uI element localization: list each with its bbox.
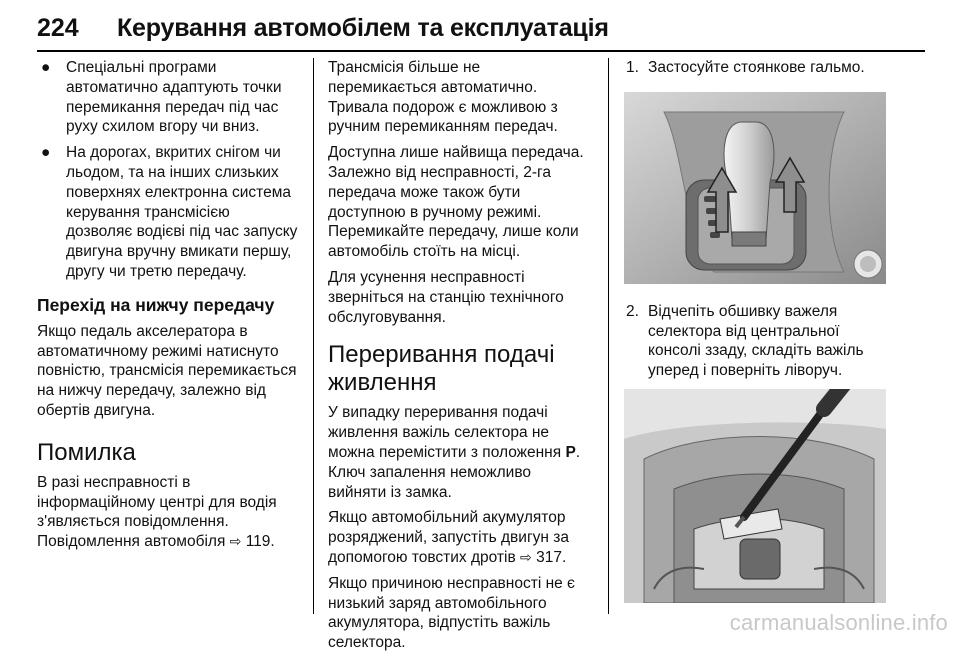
paragraph-text: У випадку переривання подачі живлення важіль селектора не можна перемістити з положення — [328, 404, 562, 461]
figure-gear-lever — [624, 92, 886, 284]
paragraph: Трансмісія більше не перемикається автоматично. Тривала подорож є можливою з ручним перемиканням передач. — [328, 59, 558, 136]
power-interruption-heading: Переривання подачі живлення — [328, 341, 555, 397]
step-number: 2. — [626, 302, 639, 320]
paragraph-text: Якщо автомобільний акумулятор розряджений, запустіть двигун за допомогою товстих дротів — [328, 509, 569, 566]
cross-reference-icon: ⇨ — [520, 548, 532, 565]
column-3 — [624, 58, 886, 603]
position-label: P — [565, 443, 576, 461]
header-rule — [37, 50, 925, 52]
error-text-body: В разі несправності в інформаційному центрі для водія з'являється повідомлення. Повідомлення автомобіля — [37, 473, 277, 551]
bullet-item — [37, 143, 299, 282]
column-2 — [328, 58, 592, 659]
gear-lever-illustration — [624, 92, 886, 284]
figure-lever-release — [624, 389, 886, 603]
paragraph — [328, 403, 592, 502]
step-text: Відчепіть обшивку важеля селектора від центральної консолі ззаду, складіть важіль уперед і поверніть ліворуч. — [648, 302, 864, 380]
step-number: 1. — [626, 59, 639, 76]
column-divider-1 — [313, 58, 314, 614]
bullet-item — [37, 58, 299, 137]
column-divider-2 — [608, 58, 609, 614]
paragraph — [328, 508, 592, 567]
bullet-text: Спеціальні програми автоматично адаптують точки перемикання передач під час руху схилом вгору чи вниз. — [66, 59, 282, 136]
column-1 — [37, 58, 299, 558]
error-text — [37, 473, 299, 552]
step-item — [624, 302, 886, 381]
page-header — [37, 8, 925, 48]
page-number: 224 — [37, 14, 79, 42]
bullet-icon: ● — [41, 144, 51, 162]
kickdown-heading: Перехід на нижчу передачу — [37, 294, 275, 315]
cross-reference-icon: ⇨ — [229, 533, 242, 550]
watermark: carmanualsonline.info — [729, 610, 948, 635]
bullet-icon: ● — [41, 59, 51, 76]
bullet-text: На дорогах, вкритих снігом чи льодом, та на інших слизьких поверхнях електронна система керування трансмісією дозволяє водієві під час запуску двигуна вручну вмикати першу, другу чи третю передачу. — [66, 144, 298, 280]
paragraph: Якщо причиною несправності не є низький заряд автомобільного акумулятора, відпустіть важіль селектора. — [328, 574, 575, 652]
error-page-ref[interactable]: 119. — [245, 533, 275, 551]
step-item — [624, 58, 886, 78]
step-text: Застосуйте стоянкове гальмо. — [648, 59, 865, 76]
paragraph: Для усунення несправності зверніться на станцію технічного обслуговування. — [328, 268, 564, 326]
kickdown-text: Якщо педаль акселератора в автоматичному режимі натиснуто повністю, трансмісія перемикається на нижчу передачу, залежно від обертів двигуна. — [37, 322, 297, 419]
paragraph: Доступна лише найвища передача. Залежно від несправності, 2-га передача може також бути доступною в ручному режимі. Перемикайте передачу, лише коли автомобіль стоїть на місці. — [328, 144, 584, 261]
lever-release-illustration — [624, 389, 886, 603]
page-title: Керування автомобілем та експлуатація — [117, 14, 609, 42]
error-heading: Помилка — [37, 438, 136, 466]
paragraph-text: . Ключ запалення неможливо вийняти із замка. — [328, 443, 581, 501]
battery-page-ref[interactable]: 317. — [536, 548, 567, 566]
